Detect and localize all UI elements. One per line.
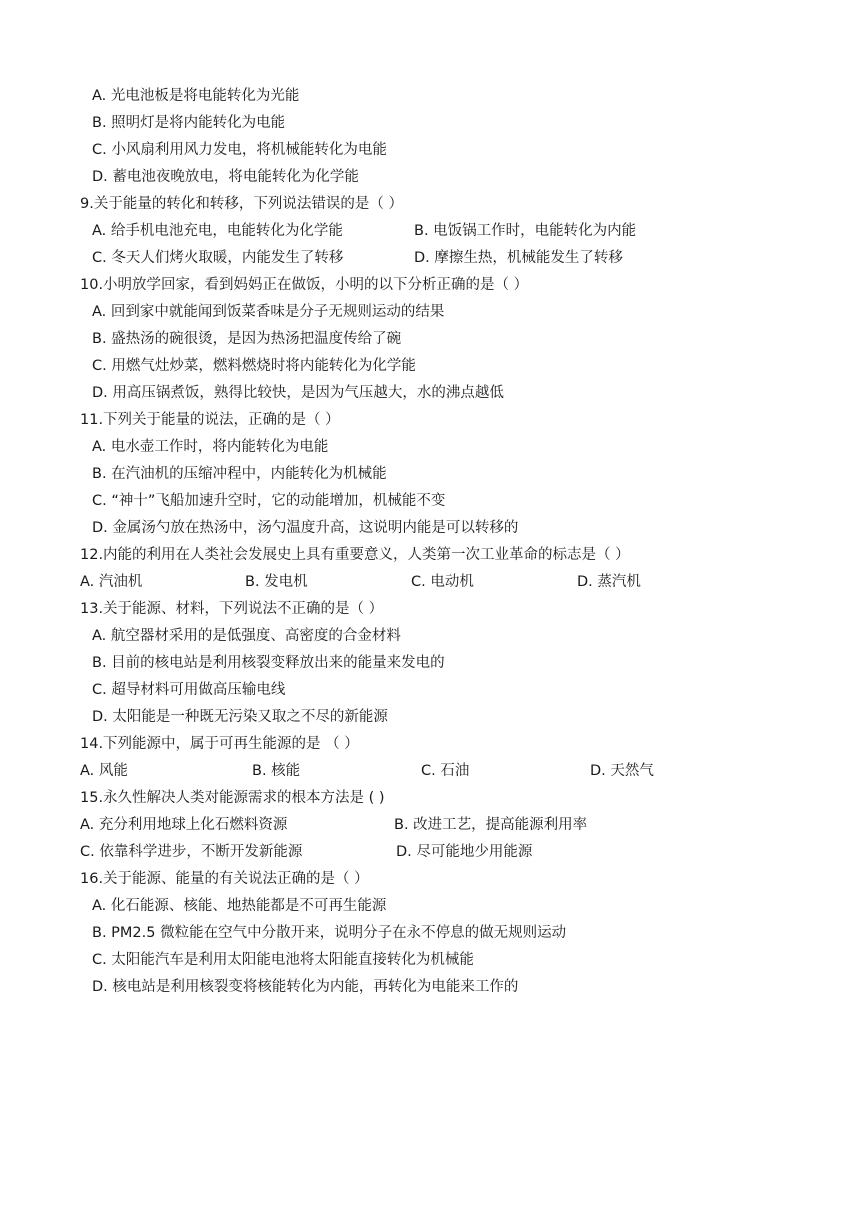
- q8-option-b: B. 照明灯是将内能转化为电能: [92, 115, 286, 131]
- q9-stem: 9.关于能量的转化和转移，下列说法错误的是（ ）: [80, 196, 403, 212]
- q15-stem: 15.永久性解决人类对能源需求的根本方法是 ( ): [80, 790, 385, 806]
- q10-option-d: D. 用高压锅煮饭，熟得比较快，是因为气压越大，水的沸点越低: [92, 385, 504, 401]
- q13-stem: 13.关于能源、材料，下列说法不正确的是（ ）: [80, 601, 384, 617]
- q15-option-a: A. 充分利用地球上化石燃料资源: [80, 817, 288, 833]
- q8-option-d: D. 蓄电池夜晚放电，将电能转化为化学能: [92, 169, 359, 185]
- q12-option-a: A. 汽油机: [80, 574, 143, 590]
- q10-option-b: B. 盛热汤的碗很烫，是因为热汤把温度传给了碗: [92, 331, 402, 347]
- q16-option-c: C. 太阳能汽车是利用太阳能电池将太阳能直接转化为机械能: [92, 952, 474, 968]
- q9-option-d: D. 摩擦生热，机械能发生了转移: [414, 250, 623, 266]
- q14-option-a: A. 风能: [80, 763, 128, 779]
- q16-option-d: D. 核电站是利用核裂变将核能转化为内能，再转化为电能来工作的: [92, 979, 519, 995]
- q14-stem: 14.下列能源中，属于可再生能源的是 （ ）: [80, 736, 359, 752]
- q14-option-d: D. 天然气: [590, 763, 654, 779]
- q16-option-b: B. PM2.5 微粒能在空气中分散开来，说明分子在永不停息的做无规则运动: [92, 925, 567, 941]
- q12-option-c: C. 电动机: [411, 574, 474, 590]
- q10-option-c: C. 用燃气灶炒菜，燃料燃烧时将内能转化为化学能: [92, 358, 416, 374]
- q8-option-c: C. 小风扇利用风力发电，将机械能转化为电能: [92, 142, 387, 158]
- q11-option-b: B. 在汽油机的压缩冲程中，内能转化为机械能: [92, 466, 387, 482]
- q13-option-c: C. 超导材料可用做高压输电线: [92, 682, 286, 698]
- q13-option-d: D. 太阳能是一种既无污染又取之不尽的新能源: [92, 709, 388, 725]
- q11-option-c: C. “神十”飞船加速升空时，它的动能增加，机械能不变: [92, 493, 446, 509]
- q16-stem: 16.关于能源、能量的有关说法正确的是（ ）: [80, 871, 369, 887]
- q11-stem: 11.下列关于能量的说法，正确的是（ ）: [80, 412, 340, 428]
- q13-option-a: A. 航空器材采用的是低强度、高密度的合金材料: [92, 628, 401, 644]
- q10-option-a: A. 回到家中就能闻到饭菜香味是分子无规则运动的结果: [92, 304, 445, 320]
- q16-option-a: A. 化石能源、核能、地热能都是不可再生能源: [92, 898, 387, 914]
- q15-option-c: C. 依靠科学进步，不断开发新能源: [80, 844, 303, 860]
- q12-option-d: D. 蒸汽机: [577, 574, 641, 590]
- q15-option-d: D. 尽可能地少用能源: [396, 844, 533, 860]
- q10-stem: 10.小明放学回家，看到妈妈正在做饭，小明的以下分析正确的是（ ）: [80, 277, 529, 293]
- q12-option-b: B. 发电机: [245, 574, 308, 590]
- q11-option-d: D. 金属汤勺放在热汤中，汤勺温度升高，这说明内能是可以转移的: [92, 520, 519, 536]
- q11-option-a: A. 电水壶工作时，将内能转化为电能: [92, 439, 329, 455]
- q8-option-a: A. 光电池板是将电能转化为光能: [92, 88, 300, 104]
- q9-option-a: A. 给手机电池充电，电能转化为化学能: [92, 223, 343, 239]
- q9-option-c: C. 冬天人们烤火取暖，内能发生了转移: [92, 250, 344, 266]
- q13-option-b: B. 目前的核电站是利用核裂变释放出来的能量来发电的: [92, 655, 445, 671]
- q12-stem: 12.内能的利用在人类社会发展史上具有重要意义，人类第一次工业革命的标志是（ ）: [80, 547, 630, 563]
- q15-option-b: B. 改进工艺，提高能源利用率: [394, 817, 588, 833]
- q9-option-b: B. 电饭锅工作时，电能转化为内能: [414, 223, 637, 239]
- q14-option-b: B. 核能: [252, 763, 301, 779]
- q14-option-c: C. 石油: [421, 763, 470, 779]
